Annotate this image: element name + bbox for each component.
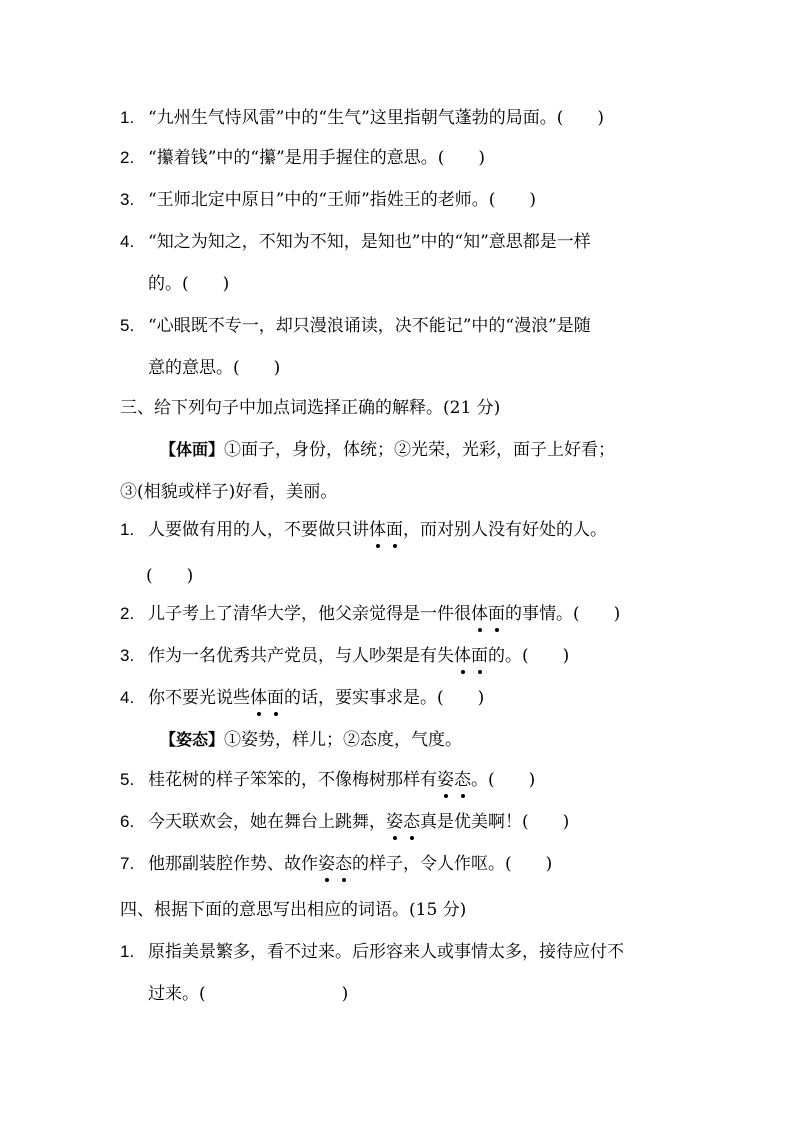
question-text: 他那副装腔作势、故作 [148,854,318,874]
term-label: 【姿态】 [160,730,225,749]
question-text: 真是优美啊！( ) [420,812,570,832]
section-heading: 四、根据下面的意思写出相应的词语。(15 分) [120,900,467,920]
dotted-word [437,770,471,790]
term-definitions: ③(相貌或样子)好看，美丽。 [120,482,338,502]
question-number: 4. [120,232,135,251]
question-number: 3. [120,190,135,209]
question-text: 的话，要实事求是。( ) [284,688,485,708]
dotted-word [250,688,284,708]
dotted-character: 面 [471,646,488,666]
question-text-continued: 过来。( ) [148,984,349,1004]
dotted-character: 面 [386,520,403,540]
dotted-character: 态 [454,770,471,790]
dotted-character: 态 [403,812,420,832]
dotted-character: 态 [335,854,352,874]
question-text: 的。( ) [488,646,570,666]
term-definitions: ①面子，身份，体统；②光荣，光彩，面子上好看； [224,440,616,460]
question-number: 5. [120,316,135,335]
dotted-character: 面 [267,688,284,708]
dotted-character: 体 [454,646,471,666]
question-text: “知之为知之，不知为不知，是知也”中的“知”意思都是一样 [148,232,591,252]
question-number: 2. [120,604,135,623]
dotted-character: 体 [471,604,488,624]
question-number: 1. [120,942,135,961]
question-text: “九州生气恃风雷”中的“生气”这里指朝气蓬勃的局面。( ) [148,108,605,128]
dotted-character: 体 [250,688,267,708]
question-text: 作为一名优秀共产党员，与人吵架是有失 [148,646,454,666]
question-number: 7. [120,854,135,873]
question-number: 6. [120,812,135,831]
question-text: ，而对别人没有好处的人。 [403,520,607,540]
dotted-character: 体 [369,520,386,540]
question-number: 1. [120,520,135,539]
question-text: 桂花树的样子笨笨的，不像梅树那样有 [148,770,437,790]
question-text: 儿子考上了清华大学，他父亲觉得是一件很 [148,604,471,624]
dotted-word [369,520,403,540]
question-text: 你不要光说些 [148,688,250,708]
question-text-continued: 意的意思。( ) [148,358,281,378]
question-number: 1. [120,108,135,127]
question-number: 4. [120,688,135,707]
question-number: 2. [120,148,135,167]
question-number: 3. [120,646,135,665]
question-text: 的样子，令人作呕。( ) [352,854,553,874]
question-text: “心眼既不专一，却只漫浪诵读，决不能记”中的“漫浪”是随 [148,316,591,336]
answer-blank: ( ) [146,566,194,586]
question-text-continued: 的。( ) [148,274,230,294]
question-text: 原指美景繁多，看不过来。后形容来人或事情太多，接待应付不 [148,942,624,962]
dotted-character: 姿 [386,812,403,832]
dotted-character: 姿 [437,770,454,790]
dotted-word [318,854,352,874]
question-text: “王师北定中原日”中的“王师”指姓王的老师。( ) [148,190,537,210]
question-text: 。( ) [471,770,536,790]
question-number: 5. [120,770,135,789]
dotted-word [454,646,488,666]
question-text: 今天联欢会，她在舞台上跳舞， [148,812,386,832]
dotted-word [386,812,420,832]
question-text: 的事情。( ) [505,604,621,624]
question-text: 人要做有用的人，不要做只讲 [148,520,369,540]
dotted-character: 姿 [318,854,335,874]
dotted-word [471,604,505,624]
section-heading: 三、给下列句子中加点词选择正确的解释。(21 分) [120,398,501,418]
dotted-character: 面 [488,604,505,624]
term-label: 【体面】 [160,440,225,459]
term-definitions: ①姿势，样儿；②态度，气度。 [224,730,463,750]
question-text: “攥着钱”中的“攥”是用手握住的意思。( ) [148,148,486,168]
